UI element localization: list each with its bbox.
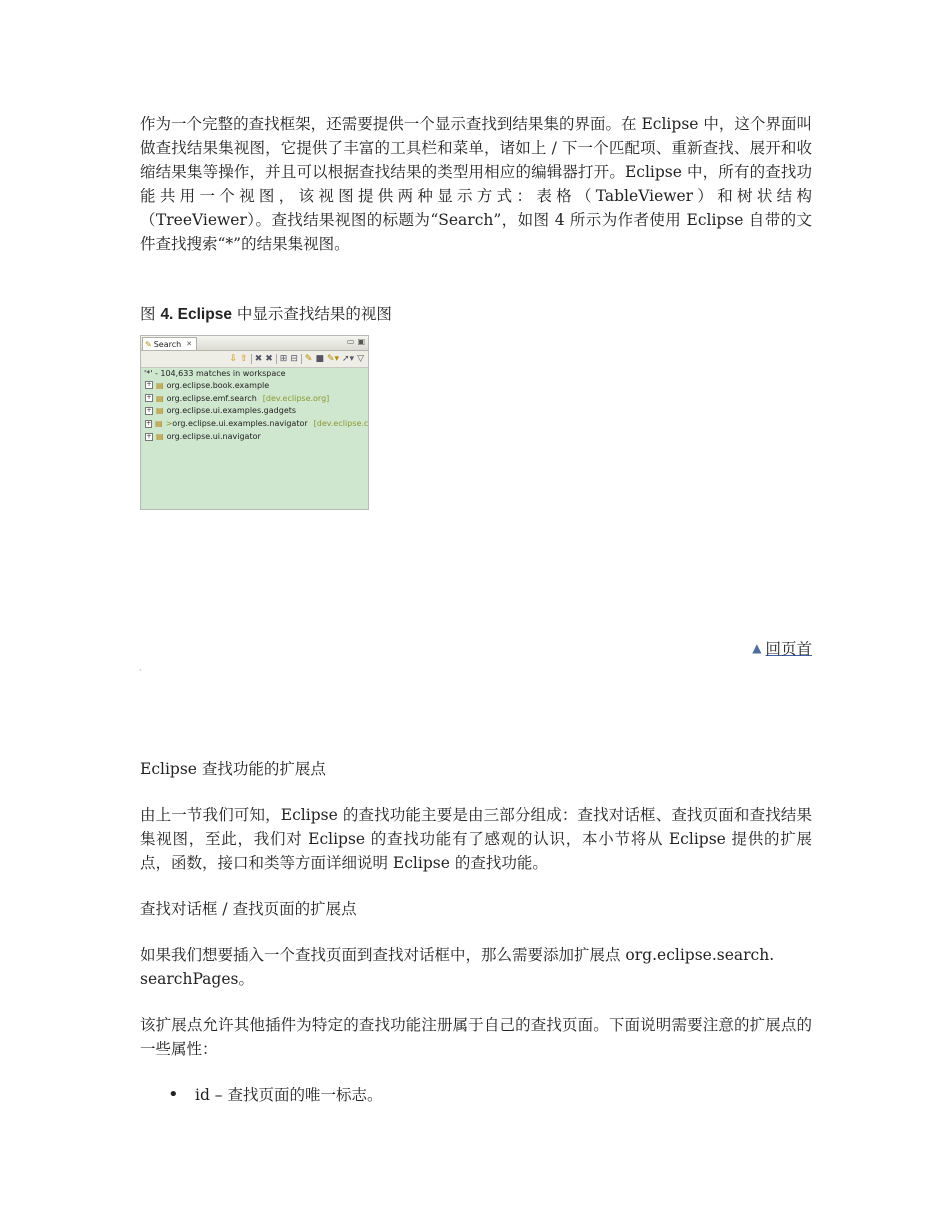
result-row-repo: [dev.eclipse.org] <box>262 393 330 403</box>
pin-icon[interactable]: ➚▾ <box>342 354 355 364</box>
subheading-block <box>140 897 812 921</box>
next-match-icon[interactable]: ⇩ <box>229 354 238 364</box>
section-paragraph-1: 由上一节我们可知，Eclipse 的查找功能主要是由三部分组成：查找对话框、查找页面和查找结果集视图，至此，我们对 Eclipse 的查找功能有了感观的认识，本小节将从 Eclipse 提供的扩展点，函数，接口和类等方面详细说明 Eclipse 的查找功能。 <box>140 806 812 872</box>
section-paragraph-2-line-2: searchPages。 <box>140 970 254 988</box>
bullet-list-block <box>140 1083 812 1107</box>
expand-toggle-icon[interactable]: + <box>146 432 152 440</box>
flashlight-icon: ✎ <box>145 339 152 349</box>
window-buttons <box>347 337 365 346</box>
section-paragraph-2 <box>140 943 812 991</box>
remove-match-icon[interactable]: ✖ <box>254 354 263 364</box>
result-row-name: org.eclipse.book.example <box>166 380 270 390</box>
section-heading-block <box>140 757 812 781</box>
project-folder-icon: ▤ <box>155 419 163 429</box>
project-folder-icon: ▤ <box>156 406 164 416</box>
figure-caption <box>140 302 812 327</box>
section-paragraph-3-block <box>140 1013 812 1061</box>
search-view-tab-label: Search <box>153 339 182 349</box>
result-row[interactable] <box>141 379 368 392</box>
section-paragraph-2-line-1: 如果我们想要插入一个查找页面到查找对话框中，那么需要添加扩展点 org.eclipse.search. <box>140 946 775 964</box>
toolbar-separator <box>251 354 252 364</box>
subheading: 查找对话框 / 查找页面的扩展点 <box>140 900 357 918</box>
view-tab-bar <box>141 336 368 351</box>
section-paragraph-2-block <box>140 943 812 991</box>
toolbar-separator <box>301 354 302 364</box>
result-row[interactable] <box>141 405 368 418</box>
back-to-top[interactable] <box>752 637 812 659</box>
collapse-all-icon[interactable]: ⊟ <box>290 354 298 364</box>
expand-toggle-icon[interactable]: + <box>146 394 152 402</box>
expand-all-icon[interactable]: ⊞ <box>279 354 288 364</box>
section-heading: Eclipse 查找功能的扩展点 <box>140 760 326 778</box>
search-again-icon[interactable]: ✎ <box>304 354 313 364</box>
view-toolbar <box>141 351 368 368</box>
result-row-name: org.eclipse.ui.navigator <box>166 432 261 442</box>
expand-toggle-icon[interactable]: + <box>146 381 152 389</box>
expand-toggle-icon[interactable]: + <box>146 406 152 414</box>
result-row[interactable] <box>141 392 368 405</box>
result-row[interactable] <box>141 417 368 430</box>
view-menu-icon[interactable]: ▽ <box>357 354 364 364</box>
figure-caption-number: 4. Eclipse <box>160 306 232 323</box>
figure-caption-text: 中显示查找结果的视图 <box>231 305 392 323</box>
toolbar-separator <box>276 354 277 364</box>
result-row-name: org.eclipse.ui.examples.navigator <box>172 419 308 429</box>
divider-mark: · <box>139 666 142 675</box>
maximize-icon[interactable]: ▣ <box>357 337 365 346</box>
result-row-repo: [dev.eclipse.c <box>313 419 369 429</box>
close-icon[interactable]: ✕ <box>186 340 193 348</box>
section-paragraph-3: 该扩展点允许其他插件为特定的查找功能注册属于自己的查找页面。下面说明需要注意的扩展点的一些属性： <box>140 1016 812 1058</box>
minimize-icon[interactable]: ▭ <box>346 337 355 346</box>
bullet-list <box>140 1083 812 1107</box>
section-paragraph-1-block <box>140 803 812 875</box>
history-icon[interactable]: ✎▾ <box>326 354 340 364</box>
remove-all-icon[interactable]: ✖ <box>265 354 273 364</box>
result-row-mark: > <box>165 419 173 429</box>
project-folder-icon: ▤ <box>156 432 164 442</box>
search-results-view-screenshot <box>140 335 369 510</box>
search-view-tab[interactable] <box>142 337 197 350</box>
expand-toggle-icon[interactable]: + <box>146 419 152 427</box>
result-row-name: org.eclipse.ui.examples.gadgets <box>166 406 297 416</box>
matches-summary: '*' - 104,633 matches in workspace <box>144 369 286 378</box>
result-row[interactable] <box>141 430 368 443</box>
project-folder-icon: ▤ <box>156 393 164 403</box>
results-tree <box>141 379 368 443</box>
result-row-name: org.eclipse.emf.search <box>166 393 257 403</box>
figure-caption-prefix: 图 <box>140 305 161 323</box>
back-to-top-link[interactable]: 回页首 <box>765 640 812 658</box>
previous-match-icon[interactable]: ⇧ <box>240 354 248 364</box>
intro-paragraph: 作为一个完整的查找框架，还需要提供一个显示查找到结果集的界面。在 Eclipse 中，这个界面叫做查找结果集视图，它提供了丰富的工具栏和菜单，诸如上 / 下一个匹配项、重新查找、展开和收缩结果集等操作，并且可以根据查找结果的类型用相应的编辑器打开。Eclipse 中，所有的查找功能共用一个视图，该视图提供两种显示方式：表格（TableViewer）和树状结构（TreeViewer）。查找结果视图的标题为“Search”，如图 4 所示为作者使用 Eclipse 自带的文件查找搜索“*”的结果集视图。 <box>140 115 812 253</box>
cancel-search-icon[interactable]: ■ <box>315 354 324 364</box>
project-folder-icon: ▤ <box>156 380 164 390</box>
arrow-up-icon: ▲ <box>752 641 762 655</box>
bullet-item: • id – 查找页面的唯一标志。 <box>140 1083 812 1107</box>
intro-block <box>140 112 812 510</box>
